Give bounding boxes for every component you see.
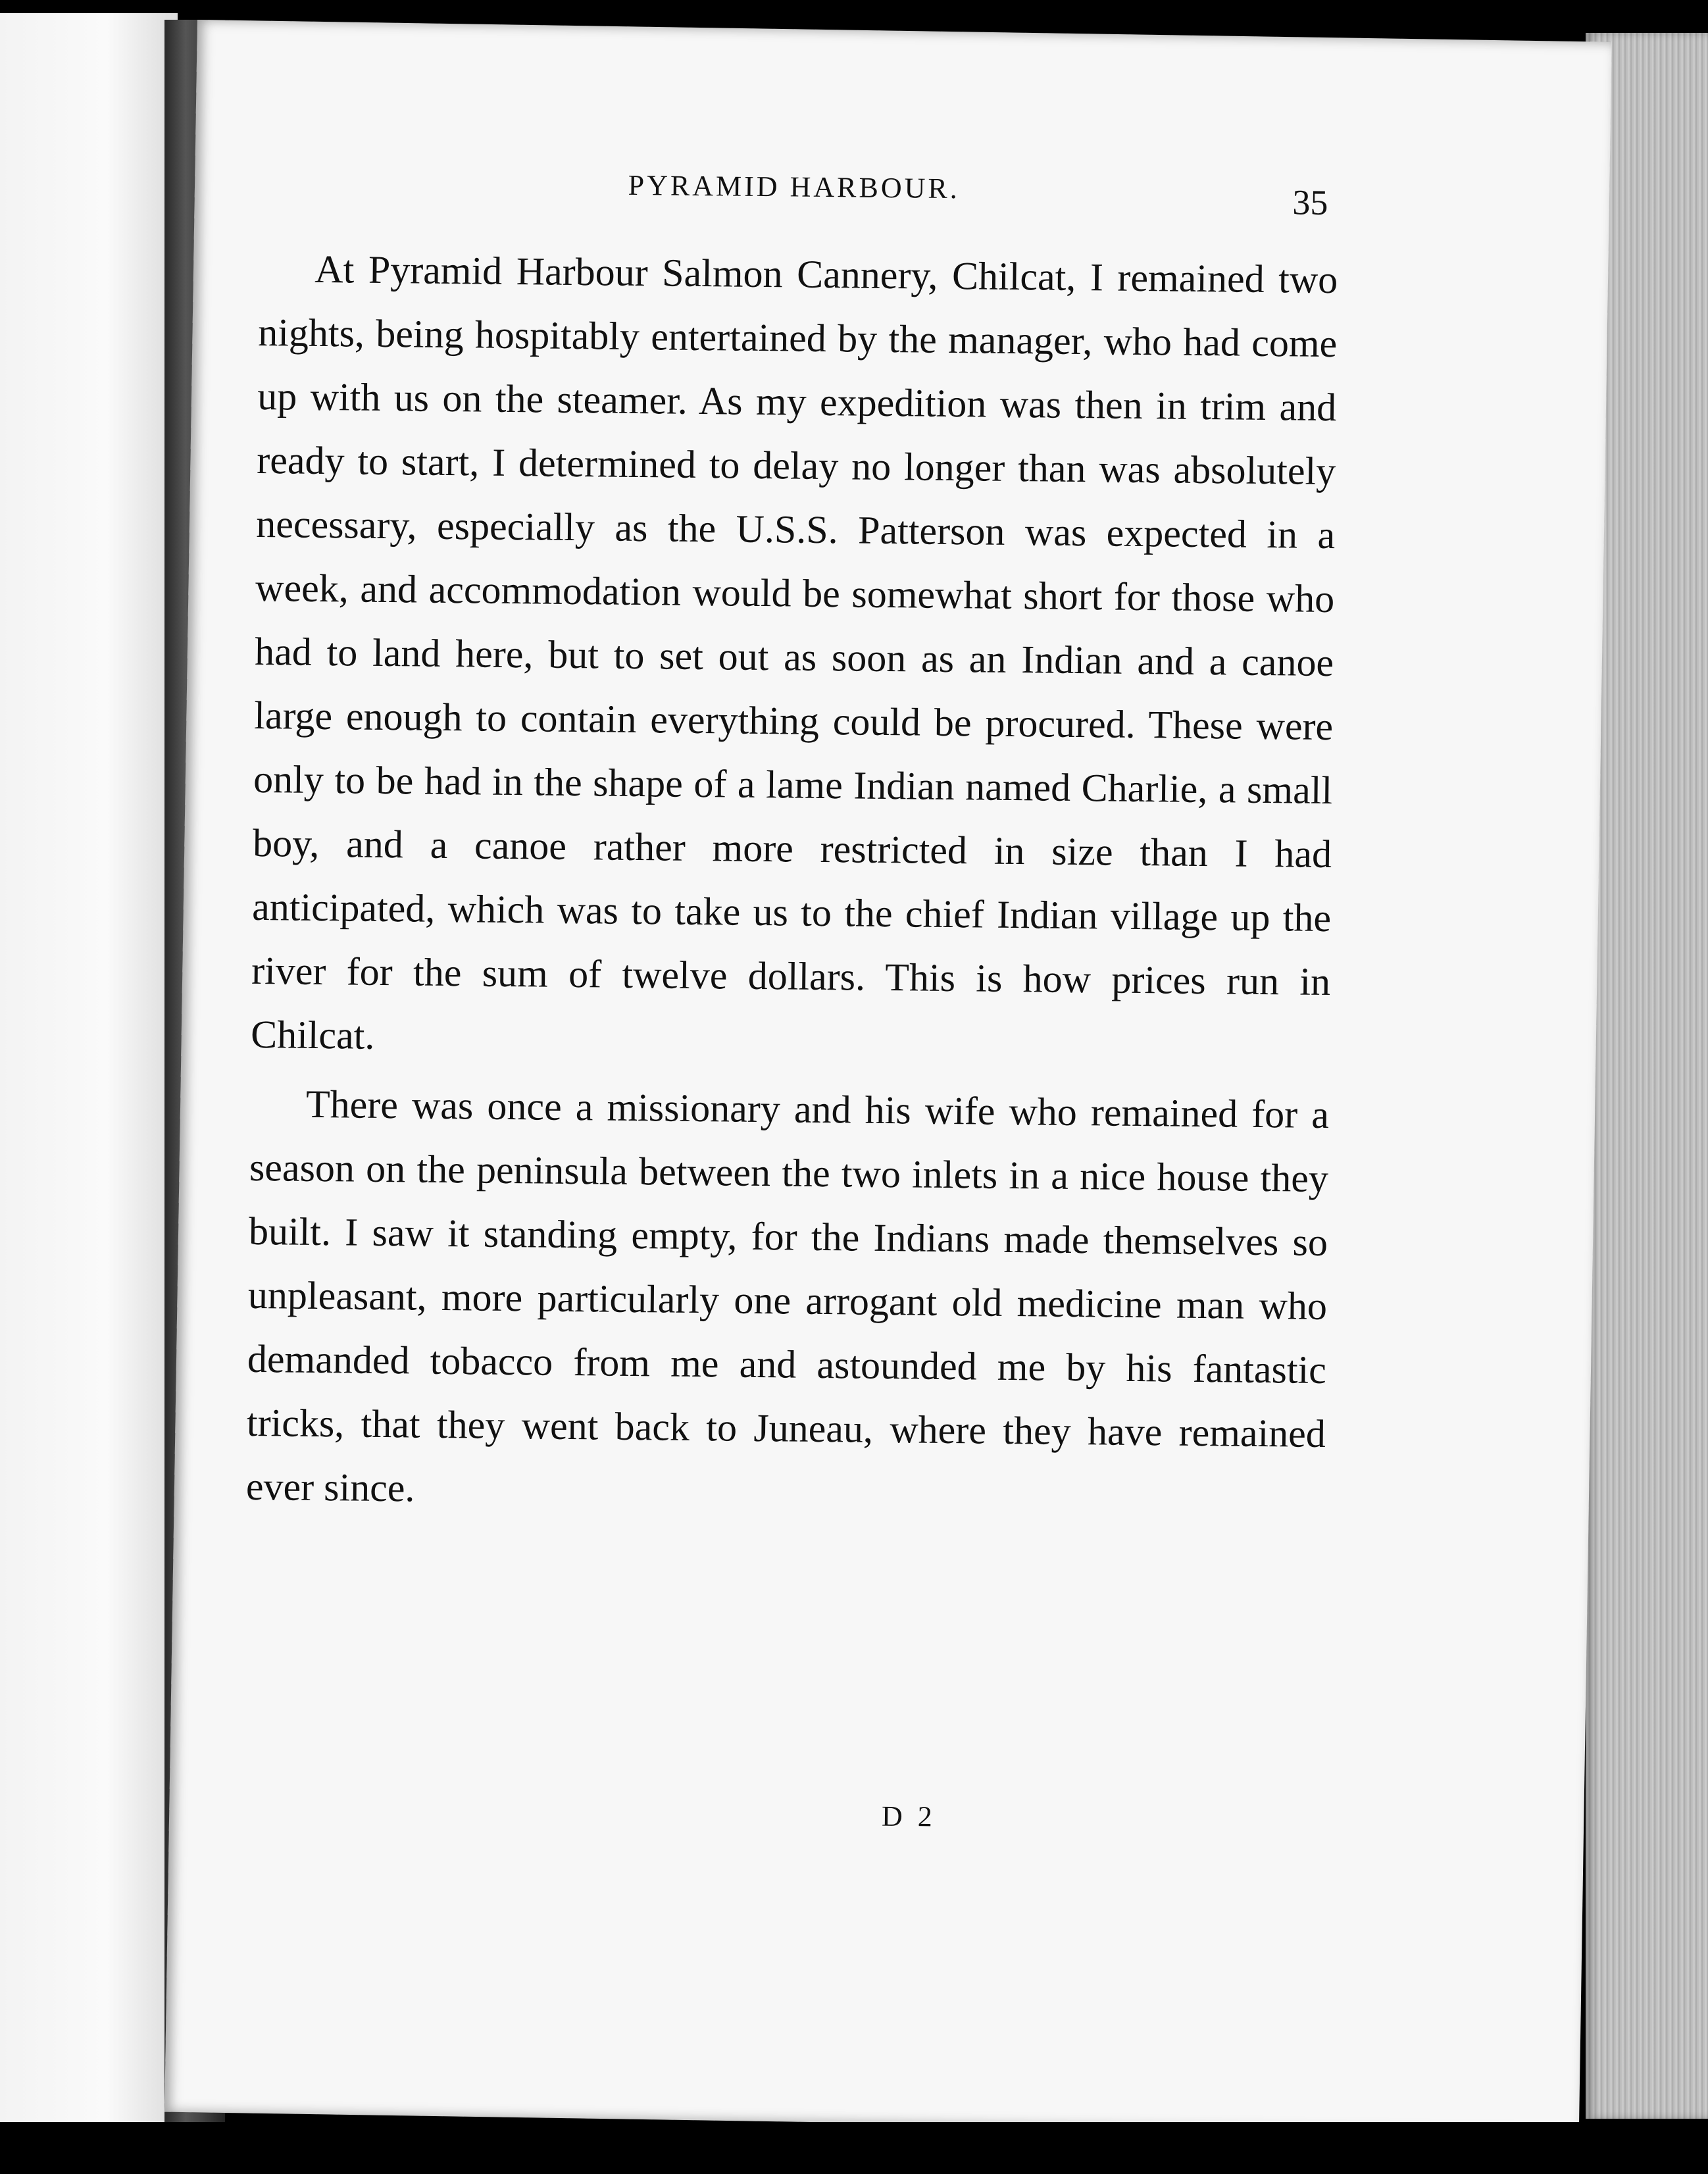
running-head [259,164,1339,248]
paragraph-1: At Pyramid Harbour Salmon Cannery, Chilcat, I remained two nights, being hospitably entertained by the manager, who had come up with us on the steamer. As my expedition was then in trim and ready to start, I determined to delay no longer than was absolutely necessary, especially as the U.S.S. Patterson was expected in a week, and accommodation would be somewhat short for those who had to land here, but to set out as soon as an Indian and a canoe large enough to contain everything could be procured. These were only to be had in the shape of a lame Indian named Charlie, a small boy, and a canoe rather more restricted in size than I had anticipated, which was to take us to the chief Indian village up the river for the sum of twelve dollars. This is how prices run in Chilcat. [250,247,1338,1057]
page-text-block [245,164,1338,1530]
paragraph-2: There was once a missionary and his wife who remained for a season on the peninsula between the two inlets in a nice house they built. I saw it standing empty, for the Indians made themselves so unpleasant, more particularly one arrogant old medicine man who demanded tobacco from me and astounded me by his fantastic tricks, that they went back to Juneau, where they have remained ever since. [245,1082,1330,1510]
scan-bottom-border [0,2122,1708,2174]
running-title: PYRAMID HARBOUR. [628,168,961,205]
signature-mark: D 2 [881,1800,937,1833]
page-number: 35 [1292,182,1328,223]
facing-page-edge [0,13,178,2174]
